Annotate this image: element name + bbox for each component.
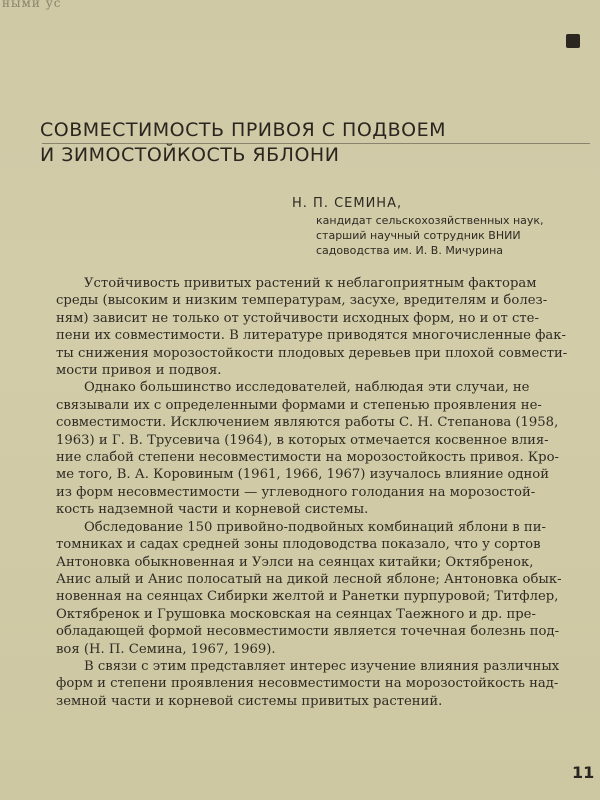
text-line: ням) зависит не только от устойчивости исходных форм, но и от сте-	[56, 310, 539, 326]
affiliation-line: старший научный сотрудник ВНИИ	[316, 229, 521, 242]
text-line: ты снижения морозостойкости плодовых деревьев при плохой совмести-	[56, 345, 568, 361]
text-line: земной части и корневой системы привитых растений.	[56, 693, 443, 709]
text-line: ме того, В. А. Коровиным (1961, 1966, 1967) изучалось влияние одной	[56, 467, 550, 483]
text-line: Устойчивость привитых растений к неблагоприятным факторам	[84, 276, 537, 291]
author-name: Н. П. СЕМИНА,	[292, 196, 403, 211]
article-body	[56, 275, 596, 710]
text-line: пени их совместимости. В литературе приводятся многочисленные фак-	[56, 328, 566, 344]
text-line: форм и степени проявления несовместимости на морозостойкость над-	[56, 676, 559, 692]
text-line: среды (высоким и низким температурам, засухе, вредителям и болез-	[56, 293, 548, 309]
text-line: Антоновка обыкновенная и Уэлси на сеянцах китайки; Октябренок,	[56, 554, 534, 570]
affiliation-line: кандидат сельскохозяйственных наук,	[316, 214, 544, 227]
text-line: совместимости. Исключением являются работы С. Н. Степанова (1958,	[56, 415, 559, 431]
paragraph-2	[56, 379, 596, 518]
text-line: Октябренок и Грушовка московская на сеянцах Таежного и др. пре-	[56, 606, 536, 622]
paragraph-3	[56, 519, 596, 658]
text-line: из форм несовместимости — углеводного голодания на морозостой-	[56, 484, 536, 500]
paragraph-1	[56, 275, 596, 379]
title-rule	[42, 143, 590, 144]
page-number: 11	[572, 763, 595, 782]
text-line: обладающей формой несовместимости является точечная болезнь под-	[56, 624, 560, 640]
section-marker-square	[566, 34, 580, 48]
text-line: Однако большинство исследователей, наблюдая эти случаи, не	[84, 380, 530, 396]
title-line: СОВМЕСТИМОСТЬ ПРИВОЯ С ПОДВОЕМ	[40, 119, 447, 141]
title-line: И ЗИМОСТОЙКОСТЬ ЯБЛОНИ	[40, 144, 340, 166]
text-line: мости привоя и подвоя.	[56, 363, 222, 379]
text-line: воя (Н. П. Семина, 1967, 1969).	[56, 641, 276, 657]
text-line: кость надземной части и корневой системы.	[56, 502, 369, 518]
previous-page-fragment: ными ус	[2, 0, 62, 10]
paragraph-4	[56, 658, 596, 710]
text-line: томниках и садах средней зоны плодоводства показало, что у сортов	[56, 537, 541, 553]
affiliation-line: садоводства им. И. В. Мичурина	[316, 244, 504, 257]
text-line: Обследование 150 привойно-подвойных комбинаций яблони в пи-	[84, 519, 546, 535]
author-affiliation	[316, 213, 544, 258]
text-line: Анис алый и Анис полосатый на дикой лесной яблоне; Антоновка обык-	[56, 571, 562, 587]
text-line: 1963) и Г. В. Трусевича (1964), в которых отмечается косвенное влия-	[56, 432, 549, 448]
text-line: ние слабой степени несовместимости на морозостойкость привоя. Кро-	[56, 450, 559, 466]
text-line: В связи с этим представляет интерес изучение влияния различных	[84, 658, 560, 674]
text-line: связывали их с определенными формами и степенью проявления не-	[56, 397, 542, 413]
text-line: новенная на сеянцах Сибирки желтой и Ранетки пурпуровой; Титфлер,	[56, 589, 559, 605]
